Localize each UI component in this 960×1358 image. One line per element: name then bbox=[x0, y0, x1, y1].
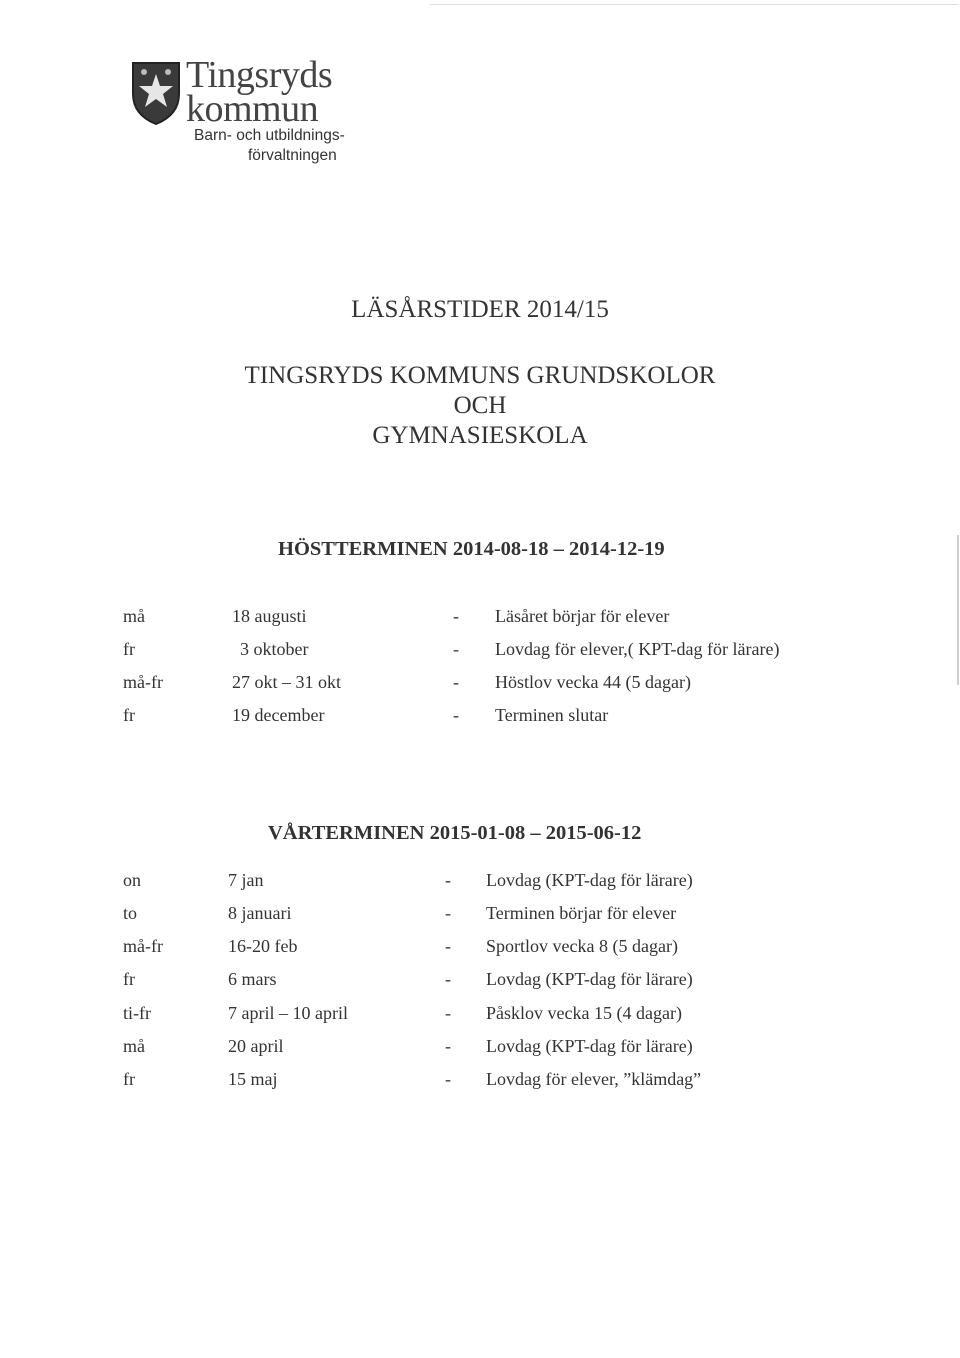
document-title: LÄSÅRSTIDER 2014/15 bbox=[351, 296, 609, 323]
weekday: on bbox=[123, 870, 141, 890]
event: Lovdag för elever,( KPT-dag för lärare) bbox=[495, 639, 780, 659]
separator: - bbox=[445, 969, 451, 989]
weekday: må-fr bbox=[123, 936, 163, 956]
date: 27 okt – 31 okt bbox=[232, 672, 342, 692]
weekday: to bbox=[123, 903, 138, 923]
subtitle-line-3: GYMNASIESKOLA bbox=[372, 422, 588, 449]
separator: - bbox=[453, 672, 459, 692]
separator: - bbox=[453, 606, 459, 626]
separator: - bbox=[445, 903, 451, 923]
weekday: ti-fr bbox=[123, 1003, 151, 1023]
weekday: må bbox=[123, 1036, 145, 1056]
separator: - bbox=[453, 705, 459, 725]
scan-edge-mark bbox=[957, 535, 959, 685]
department-line1: Barn- och utbildnings- bbox=[194, 127, 345, 144]
subtitle-line-1: TINGSRYDS KOMMUNS GRUNDSKOLOR bbox=[244, 362, 716, 389]
municipal-coat-of-arms-icon bbox=[130, 60, 182, 126]
subtitle-line-2: OCH bbox=[453, 392, 507, 419]
weekday: må bbox=[123, 606, 145, 626]
weekday: fr bbox=[123, 969, 135, 989]
event: Läsåret börjar för elever bbox=[495, 606, 670, 626]
separator: - bbox=[445, 1036, 451, 1056]
date: 7 april – 10 april bbox=[228, 1003, 348, 1023]
date: 18 augusti bbox=[232, 606, 307, 626]
separator: - bbox=[445, 1069, 451, 1089]
brand-name-line2: kommun bbox=[186, 88, 319, 130]
date: 7 jan bbox=[228, 870, 264, 890]
event: Lovdag (KPT-dag för lärare) bbox=[486, 1036, 693, 1056]
date: 19 december bbox=[232, 705, 325, 725]
event: Påsklov vecka 15 (4 dagar) bbox=[486, 1003, 682, 1023]
separator: - bbox=[453, 639, 459, 659]
event: Höstlov vecka 44 (5 dagar) bbox=[495, 672, 691, 692]
department-line2: förvaltningen bbox=[248, 147, 337, 164]
date: 6 mars bbox=[228, 969, 277, 989]
brand-name-line1: Tingsryds bbox=[186, 54, 333, 96]
event: Lovdag för elever, ”klämdag” bbox=[486, 1069, 702, 1089]
date: 8 januari bbox=[228, 903, 292, 923]
event: Lovdag (KPT-dag för lärare) bbox=[486, 969, 693, 989]
date: 16-20 feb bbox=[228, 936, 298, 956]
weekday: fr bbox=[123, 705, 135, 725]
date: 3 oktober bbox=[240, 639, 309, 659]
spring-term-heading: VÅRTERMINEN 2015-01-08 – 2015-06-12 bbox=[268, 822, 642, 844]
separator: - bbox=[445, 870, 451, 890]
autumn-term-heading: HÖSTTERMINEN 2014-08-18 – 2014-12-19 bbox=[278, 538, 665, 560]
separator: - bbox=[445, 936, 451, 956]
separator: - bbox=[445, 1003, 451, 1023]
date: 15 maj bbox=[228, 1069, 278, 1089]
scan-edge-line bbox=[430, 4, 958, 5]
event: Terminen slutar bbox=[495, 705, 609, 725]
weekday: må-fr bbox=[123, 672, 163, 692]
event: Terminen börjar för elever bbox=[486, 903, 677, 923]
weekday: fr bbox=[123, 1069, 135, 1089]
event: Sportlov vecka 8 (5 dagar) bbox=[486, 936, 678, 956]
date: 20 april bbox=[228, 1036, 284, 1056]
event: Lovdag (KPT-dag för lärare) bbox=[486, 870, 693, 890]
weekday: fr bbox=[123, 639, 135, 659]
